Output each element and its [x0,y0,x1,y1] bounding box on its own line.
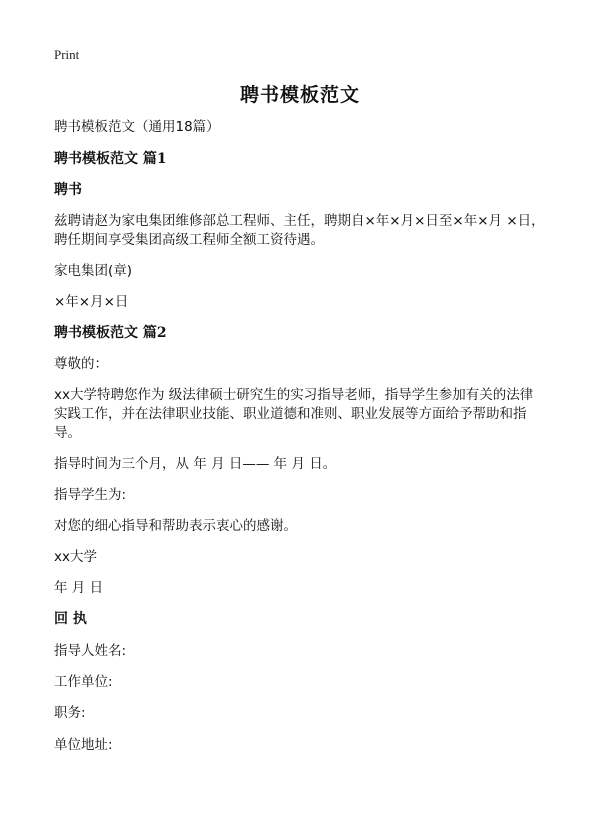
receipt-field-address: 单位地址: [54,737,113,753]
section1-subheading: 聘书 [54,182,82,198]
print-link[interactable]: Print [54,47,80,62]
section2-date: 年 月 日 [54,580,104,596]
section2-heading: 聘书模板范文 篇2 [54,325,167,341]
section1-body: 兹聘请赵为家电集团维修部总工程师、主任，聘期自×年×月×日至×年×月 ×日，聘任期间享受集团高级工程师全额工资待遇。 [54,213,545,248]
section2-thanks: 对您的细心指导和帮助表示衷心的感谢。 [54,518,297,534]
section2-students: 指导学生为: [54,487,127,503]
section2-signature: xx大学 [54,549,97,565]
section2-body: xx大学特聘您作为 级法律硕士研究生的实习指导老师，指导学生参加有关的法律实践工作，并在法律职业技能、职业道德和准则、职业发展等方面给予帮助和指导。 [54,387,534,441]
receipt-field-position: 职务: [54,705,86,721]
section1-date: ×年×月×日 [54,294,129,310]
receipt-field-employer: 工作单位: [54,674,113,690]
document-title: 聘书模板范文 [239,84,360,106]
section1-heading: 聘书模板范文 篇1 [54,151,167,167]
document-subtitle: 聘书模板范文（通用18篇） [54,119,220,135]
section2-period: 指导时间为三个月，从 年 月 日—— 年 月 日。 [54,456,337,472]
section2-salutation: 尊敬的： [54,356,108,372]
section1-seal: 家电集团(章) [54,263,133,279]
receipt-field-name: 指导人姓名: [54,643,127,659]
receipt-heading: 回 执 [54,611,87,627]
